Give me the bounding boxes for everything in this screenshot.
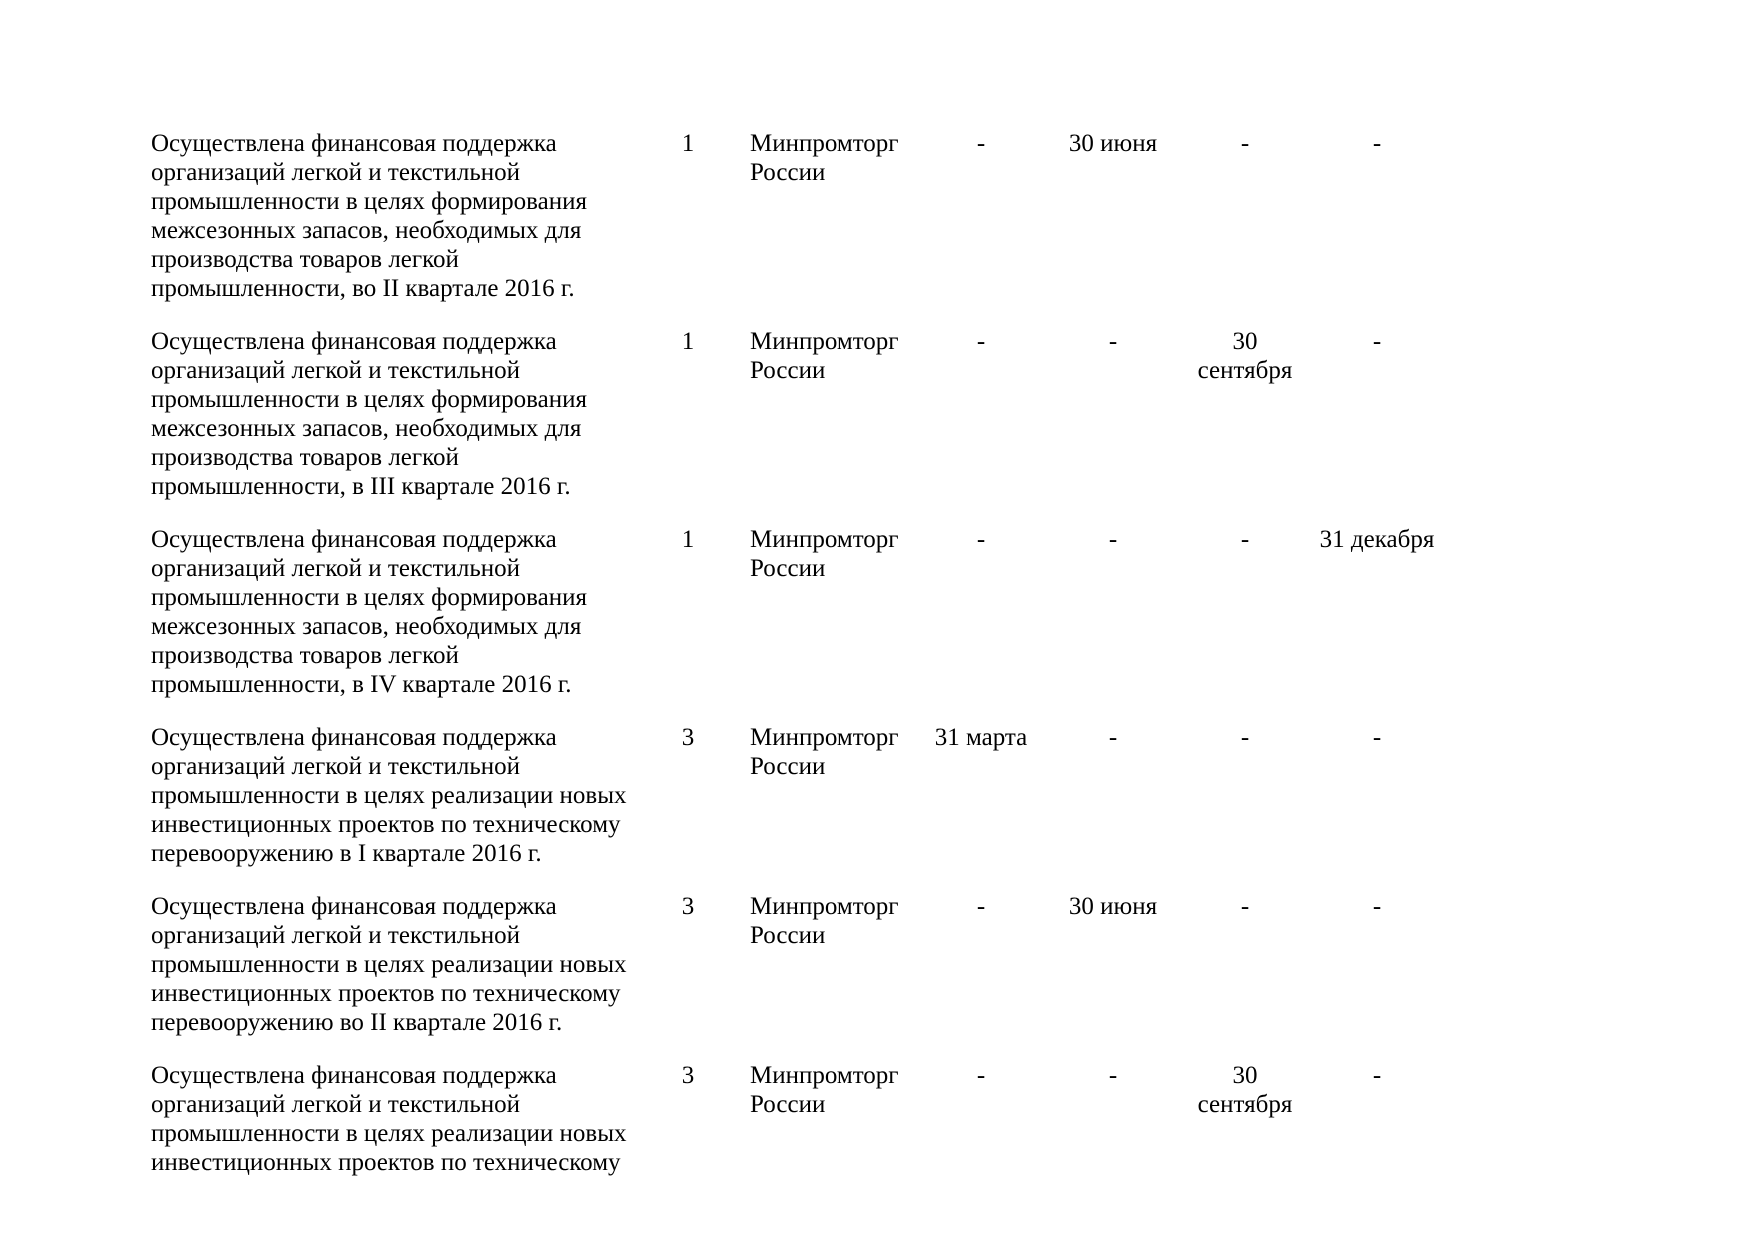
table-row [151, 327, 1481, 501]
deadline-q4 [1312, 723, 1442, 752]
responsible-agency-line: Минпромторг [750, 130, 899, 157]
measure-description [151, 327, 641, 501]
deadline-q1-line: - [976, 526, 986, 553]
deadline-q4-line: - [1372, 893, 1382, 920]
measure-description-line: производства товаров легкой [151, 246, 459, 273]
measure-description-line: организаций легкой и текстильной [151, 159, 521, 186]
deadline-q3 [1180, 892, 1310, 921]
deadline-q3-line: - [1240, 130, 1250, 157]
measure-description-line: организаций легкой и текстильной [151, 357, 521, 384]
measure-description-line: организаций легкой и текстильной [151, 555, 521, 582]
responsible-agency-line: России [750, 1091, 826, 1118]
measure-description-line: Осуществлена финансовая поддержка [151, 130, 557, 157]
responsible-agency-line: России [750, 753, 826, 780]
table-row [151, 723, 1481, 868]
measure-description-line: перевооружению во II квартале 2016 г. [151, 1009, 563, 1036]
deadline-q2-line: - [1108, 1062, 1118, 1089]
measure-description-line: производства товаров легкой [151, 642, 459, 669]
measure-description [151, 129, 641, 303]
deadline-q2 [1048, 1061, 1178, 1090]
deadline-q4 [1312, 1061, 1442, 1090]
responsible-agency [750, 1061, 899, 1119]
deadline-q4 [1312, 327, 1442, 356]
measure-description-line: промышленности в целях формирования [151, 188, 587, 215]
deadline-q2 [1048, 723, 1178, 752]
table-row [151, 892, 1481, 1037]
measure-description-line: промышленности в целях реализации новых [151, 782, 627, 809]
deadline-q4-line: - [1372, 130, 1382, 157]
deadline-q3 [1180, 1061, 1310, 1119]
responsible-agency-line: Минпромторг [750, 328, 899, 355]
measure-description-line: Осуществлена финансовая поддержка [151, 526, 557, 553]
deadline-q1-line: - [976, 1062, 986, 1089]
measure-number: 1 [681, 130, 695, 157]
deadline-q4-line: - [1372, 328, 1382, 355]
deadline-q3-line: 30 [1232, 328, 1258, 355]
deadline-q1-line: - [976, 328, 986, 355]
measure-number: 3 [681, 724, 695, 751]
responsible-agency [750, 525, 899, 583]
measure-description [151, 525, 641, 699]
measure-description-line: инвестиционных проектов по техническому [151, 811, 621, 838]
measure-description-line: организаций легкой и текстильной [151, 922, 521, 949]
measure-description-line: организаций легкой и текстильной [151, 1091, 521, 1118]
measure-description-line: Осуществлена финансовая поддержка [151, 724, 557, 751]
measure-description-line: промышленности в целях реализации новых [151, 951, 627, 978]
deadline-q4 [1312, 129, 1442, 158]
measure-description-line: производства товаров легкой [151, 444, 459, 471]
measure-description [151, 1061, 641, 1177]
measure-description-line: промышленности в целях формирования [151, 584, 587, 611]
deadline-q3-line: 30 [1232, 1062, 1258, 1089]
responsible-agency-line: Минпромторг [750, 724, 899, 751]
responsible-agency-line: Минпромторг [750, 1062, 899, 1089]
measure-description-line: Осуществлена финансовая поддержка [151, 1062, 557, 1089]
deadline-q1-line: 31 марта [934, 724, 1028, 751]
measure-description-line: перевооружению в I квартале 2016 г. [151, 840, 542, 867]
measure-description-line: инвестиционных проектов по техническому [151, 980, 621, 1007]
deadline-q1 [916, 723, 1046, 752]
deadline-q3 [1180, 129, 1310, 158]
measure-number: 1 [681, 328, 695, 355]
measure-description-line: промышленности в целях формирования [151, 386, 587, 413]
deadline-q2 [1048, 892, 1178, 921]
table-row [151, 129, 1481, 303]
deadline-q3-line: - [1240, 724, 1250, 751]
table-row [151, 1061, 1481, 1177]
deadline-q3-line: сентября [1197, 1091, 1293, 1118]
measure-description-line: Осуществлена финансовая поддержка [151, 328, 557, 355]
measure-description-line: межсезонных запасов, необходимых для [151, 415, 582, 442]
responsible-agency-line: России [750, 922, 826, 949]
measure-number: 3 [681, 893, 695, 920]
deadline-q1 [916, 1061, 1046, 1090]
deadline-q2 [1048, 525, 1178, 554]
deadline-q2-line: - [1108, 328, 1118, 355]
deadline-q4-line: - [1372, 1062, 1382, 1089]
measure-number: 1 [681, 526, 695, 553]
responsible-agency-line: России [750, 357, 826, 384]
responsible-agency [750, 892, 899, 950]
deadline-q3-line: - [1240, 893, 1250, 920]
deadline-q3-line: - [1240, 526, 1250, 553]
measure-description-line: инвестиционных проектов по техническому [151, 1149, 621, 1176]
measure-number: 3 [681, 1062, 695, 1089]
responsible-agency [750, 327, 899, 385]
measure-description [151, 723, 641, 868]
measure-description-line: промышленности, в III квартале 2016 г. [151, 473, 571, 500]
deadline-q2-line: - [1108, 526, 1118, 553]
responsible-agency [750, 723, 899, 781]
measures-table [151, 129, 1481, 1177]
measure-description-line: промышленности в целях реализации новых [151, 1120, 627, 1147]
deadline-q2 [1048, 129, 1178, 158]
measure-description-line: промышленности, в IV квартале 2016 г. [151, 671, 572, 698]
deadline-q1 [916, 327, 1046, 356]
deadline-q3 [1180, 525, 1310, 554]
deadline-q1-line: - [976, 893, 986, 920]
deadline-q3 [1180, 723, 1310, 752]
responsible-agency-line: Минпромторг [750, 893, 899, 920]
responsible-agency-line: России [750, 555, 826, 582]
deadline-q1 [916, 525, 1046, 554]
deadline-q4 [1312, 525, 1442, 554]
responsible-agency-line: Минпромторг [750, 526, 899, 553]
measure-description-line: Осуществлена финансовая поддержка [151, 893, 557, 920]
deadline-q2-line: - [1108, 724, 1118, 751]
responsible-agency [750, 129, 899, 187]
responsible-agency-line: России [750, 159, 826, 186]
deadline-q1-line: - [976, 130, 986, 157]
measure-description-line: организаций легкой и текстильной [151, 753, 521, 780]
deadline-q3 [1180, 327, 1310, 385]
deadline-q2-line: 30 июня [1068, 130, 1158, 157]
measure-description-line: межсезонных запасов, необходимых для [151, 217, 582, 244]
deadline-q1 [916, 129, 1046, 158]
measure-description [151, 892, 641, 1037]
deadline-q4 [1312, 892, 1442, 921]
measure-description-line: межсезонных запасов, необходимых для [151, 613, 582, 640]
measure-description-line: промышленности, во II квартале 2016 г. [151, 275, 575, 302]
deadline-q2 [1048, 327, 1178, 356]
deadline-q3-line: сентября [1197, 357, 1293, 384]
deadline-q4-line: - [1372, 724, 1382, 751]
deadline-q1 [916, 892, 1046, 921]
deadline-q4-line: 31 декабря [1319, 526, 1435, 553]
table-row [151, 525, 1481, 699]
deadline-q2-line: 30 июня [1068, 893, 1158, 920]
